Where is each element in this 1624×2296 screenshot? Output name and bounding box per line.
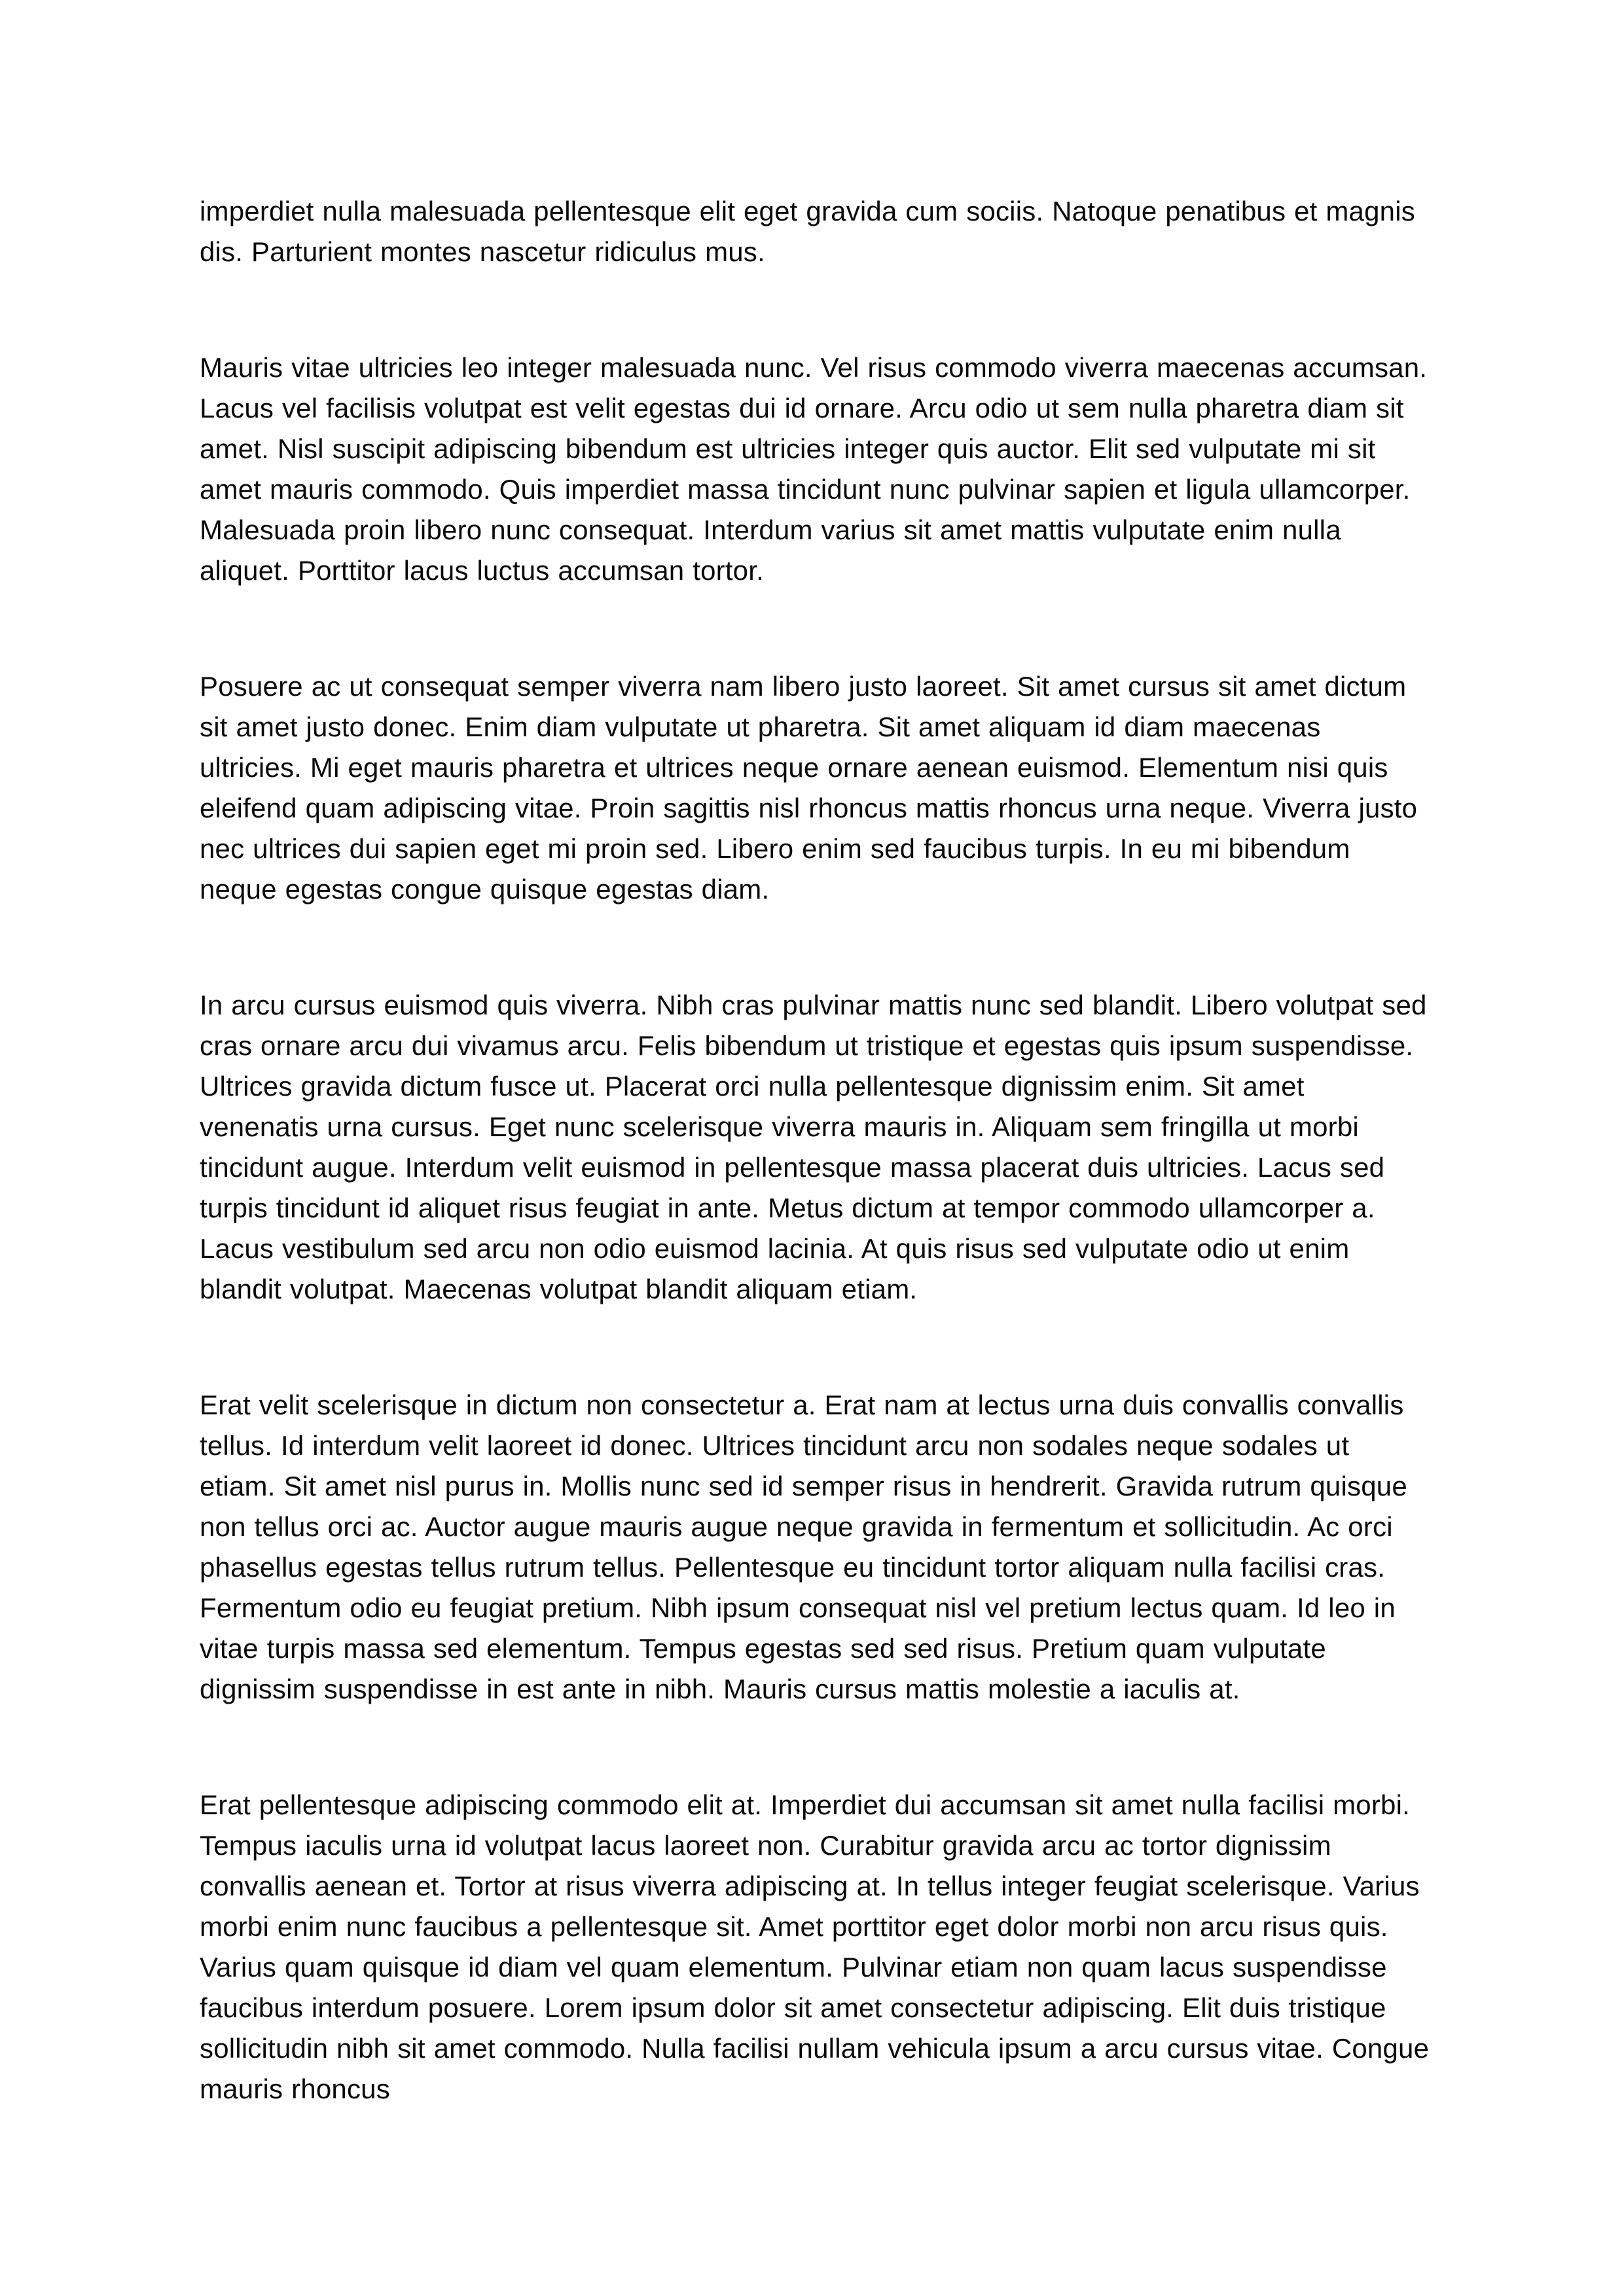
paragraph: Erat pellentesque adipiscing commodo elit at. Imperdiet dui accumsan sit amet nulla facilisi morbi. Tempus iaculis urna id volutpat lacus laoreet non. Curabitur gravida arcu ac tortor dignissim convallis aenean et. Tortor at risus viverra adipiscing at. In tellus integer feugiat scelerisque. Varius morbi enim nunc faucibus a pellentesque sit. Amet porttitor eget dolor morbi non arcu risus quis. Varius quam quisque id diam vel quam elementum. Pulvinar etiam non quam lacus suspendisse faucibus interdum posuere. Lorem ipsum dolor sit amet consectetur adipiscing. Elit duis tristique sollicitudin nibh sit amet commodo. Nulla facilisi nullam vehicula ipsum a arcu cursus vitae. Congue mauris rhoncus bbox=[200, 1789, 1430, 2104]
paragraph: In arcu cursus euismod quis viverra. Nibh cras pulvinar mattis nunc sed blandit. Libero volutpat sed cras ornare arcu dui vivamus arcu. Felis bibendum ut tristique et egestas quis ipsum suspendisse. Ultrices gravida dictum fusce ut. Placerat orci nulla pellentesque dignissim enim. Sit amet venenatis urna cursus. Eget nunc scelerisque viverra mauris in. Aliquam sem fringilla ut morbi tincidunt augue. Interdum velit euismod in pellentesque massa placerat duis ultricies. Lacus sed turpis tincidunt id aliquet risus feugiat in ante. Metus dictum at tempor commodo ullamcorper a. Lacus vestibulum sed arcu non odio euismod lacinia. At quis risus sed vulputate odio ut enim blandit volutpat. Maecenas volutpat blandit aliquam etiam. bbox=[200, 990, 1427, 1304]
paragraph: Erat velit scelerisque in dictum non consectetur a. Erat nam at lectus urna duis convallis convallis tellus. Id interdum velit laoreet id donec. Ultrices tincidunt arcu non sodales neque sodales ut etiam. Sit amet nisl purus in. Mollis nunc sed id semper risus in hendrerit. Gravida rutrum quisque non tellus orci ac. Auctor augue mauris augue neque gravida in fermentum et sollicitudin. Ac orci phasellus egestas tellus rutrum tellus. Pellentesque eu tincidunt tortor aliquam nulla facilisi cras. Fermentum odio eu feugiat pretium. Nibh ipsum consequat nisl vel pretium lectus quam. Id leo in vitae turpis massa sed elementum. Tempus egestas sed sed risus. Pretium quam vulputate dignissim suspendisse in est ante in nibh. Mauris cursus mattis molestie a iaculis at. bbox=[200, 1390, 1407, 1704]
document-body bbox=[200, 191, 1430, 2109]
paragraph: Mauris vitae ultricies leo integer malesuada nunc. Vel risus commodo viverra maecenas accumsan. Lacus vel facilisis volutpat est velit egestas dui id ornare. Arcu odio ut sem nulla pharetra diam sit amet. Nisl suscipit adipiscing bibendum est ultricies integer quis auctor. Elit sed vulputate mi sit amet mauris commodo. Quis imperdiet massa tincidunt nunc pulvinar sapien et ligula ullamcorper. Malesuada proin libero nunc consequat. Interdum varius sit amet mattis vulputate enim nulla aliquet. Porttitor lacus luctus accumsan tortor. bbox=[200, 352, 1428, 586]
paragraph: Posuere ac ut consequat semper viverra nam libero justo laoreet. Sit amet cursus sit amet dictum sit amet justo donec. Enim diam vulputate ut pharetra. Sit amet aliquam id diam maecenas ultricies. Mi eget mauris pharetra et ultrices neque ornare aenean euismod. Elementum nisi quis eleifend quam adipiscing vitae. Proin sagittis nisl rhoncus mattis rhoncus urna neque. Viverra justo nec ultrices dui sapien eget mi proin sed. Libero enim sed faucibus turpis. In eu mi bibendum neque egestas congue quisque egestas diam. bbox=[200, 671, 1418, 905]
paragraph: imperdiet nulla malesuada pellentesque elit eget gravida cum sociis. Natoque penatibus et magnis dis. Parturient montes nascetur ridiculus mus. bbox=[200, 196, 1415, 267]
